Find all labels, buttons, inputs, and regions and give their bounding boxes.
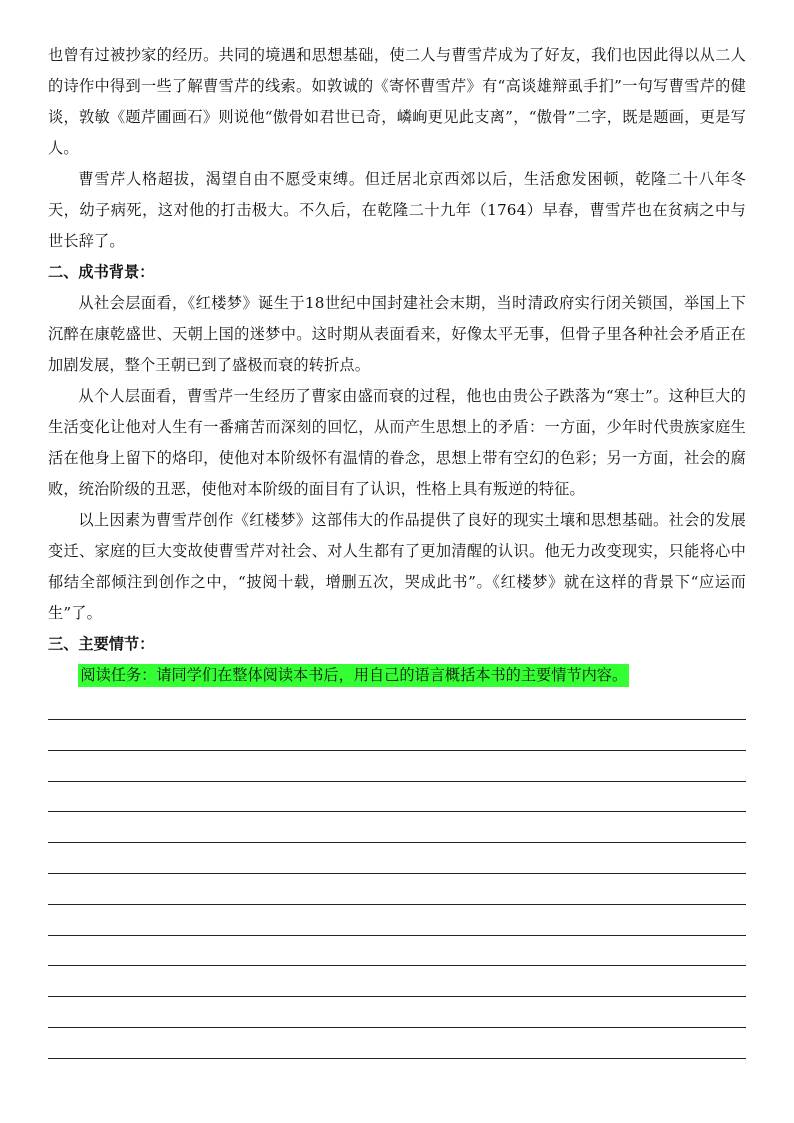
answer-line[interactable] <box>48 719 746 750</box>
reading-task <box>48 660 746 691</box>
background-paragraph-personal: 从个人层面看，曹雪芹一生经历了曹家由盛而衰的过程，他也由贵公子跌落为“寒士”。这种巨大的生活变化让他对人生有一番痛苦而深刻的回忆，从而产生思想上的矛盾：一方面，少年时代贵族家庭生活在他身上留下的烙印，使他对本阶级怀有温情的眷念，思想上带有空幻的色彩；另一方面，社会的腐败，统治阶级的丑恶，使他对本阶级的面目有了认识，性格上具有叛逆的特征。 <box>48 387 746 498</box>
section-heading-background: 二、成书背景： <box>48 263 155 281</box>
background-paragraph-summary: 以上因素为曹雪芹创作《红楼梦》这部伟大的作品提供了良好的现实土壤和思想基础。社会的发展变迁、家庭的巨大变故使曹雪芹对社会、对人生都有了更加清醒的认识。他无力改变现实，只能将心中郁结全部倾注到创作之中，“披阅十载，增删五次，哭成此书”。《红楼梦》就在这样的背景下“应运而生”了。 <box>48 511 746 622</box>
answer-lines-area[interactable] <box>48 719 746 1089</box>
document-page <box>48 40 746 691</box>
intro-paragraph-2: 曹雪芹人格超拔，渴望自由不愿受束缚。但迁居北京西郊以后，生活愈发困顿，乾隆二十八年冬天，幼子病死，这对他的打击极大。不久后，在乾隆二十九年（1764）早春，曹雪芹也在贫病之中与世长辞了。 <box>48 170 746 250</box>
answer-line[interactable] <box>48 811 746 842</box>
answer-line[interactable] <box>48 873 746 904</box>
answer-line[interactable] <box>48 842 746 873</box>
intro-paragraph-1: 也曾有过被抄家的经历。共同的境遇和思想基础，使二人与曹雪芹成为了好友，我们也因此得以从二人的诗作中得到一些了解曹雪芹的线索。如敦诚的《寄怀曹雪芹》有“高谈雄辩虱手扪”一句写曹雪芹的健谈，敦敏《题芹圃画石》则说他“傲骨如君世已奇，嶙峋更见此支离”，“傲骨”二字，既是题画，更是写人。 <box>48 46 746 157</box>
answer-line[interactable] <box>48 935 746 966</box>
answer-line[interactable] <box>48 904 746 935</box>
reading-task-text: 阅读任务：请同学们在整体阅读本书后，用自己的语言概括本书的主要情节内容。 <box>78 664 629 687</box>
background-paragraph-social: 从社会层面看，《红楼梦》诞生于18世纪中国封建社会末期，当时清政府实行闭关锁国，举国上下沉醉在康乾盛世、天朝上国的迷梦中。这时期从表面看来，好像太平无事，但骨子里各种社会矛盾正在加剧发展，整个王朝已到了盛极而衰的转折点。 <box>48 294 746 374</box>
answer-line[interactable] <box>48 1058 746 1089</box>
answer-line[interactable] <box>48 996 746 1027</box>
section-heading-plot: 三、主要情节： <box>48 635 155 653</box>
answer-line[interactable] <box>48 750 746 781</box>
answer-line[interactable] <box>48 1027 746 1058</box>
answer-line[interactable] <box>48 965 746 996</box>
answer-line[interactable] <box>48 781 746 812</box>
